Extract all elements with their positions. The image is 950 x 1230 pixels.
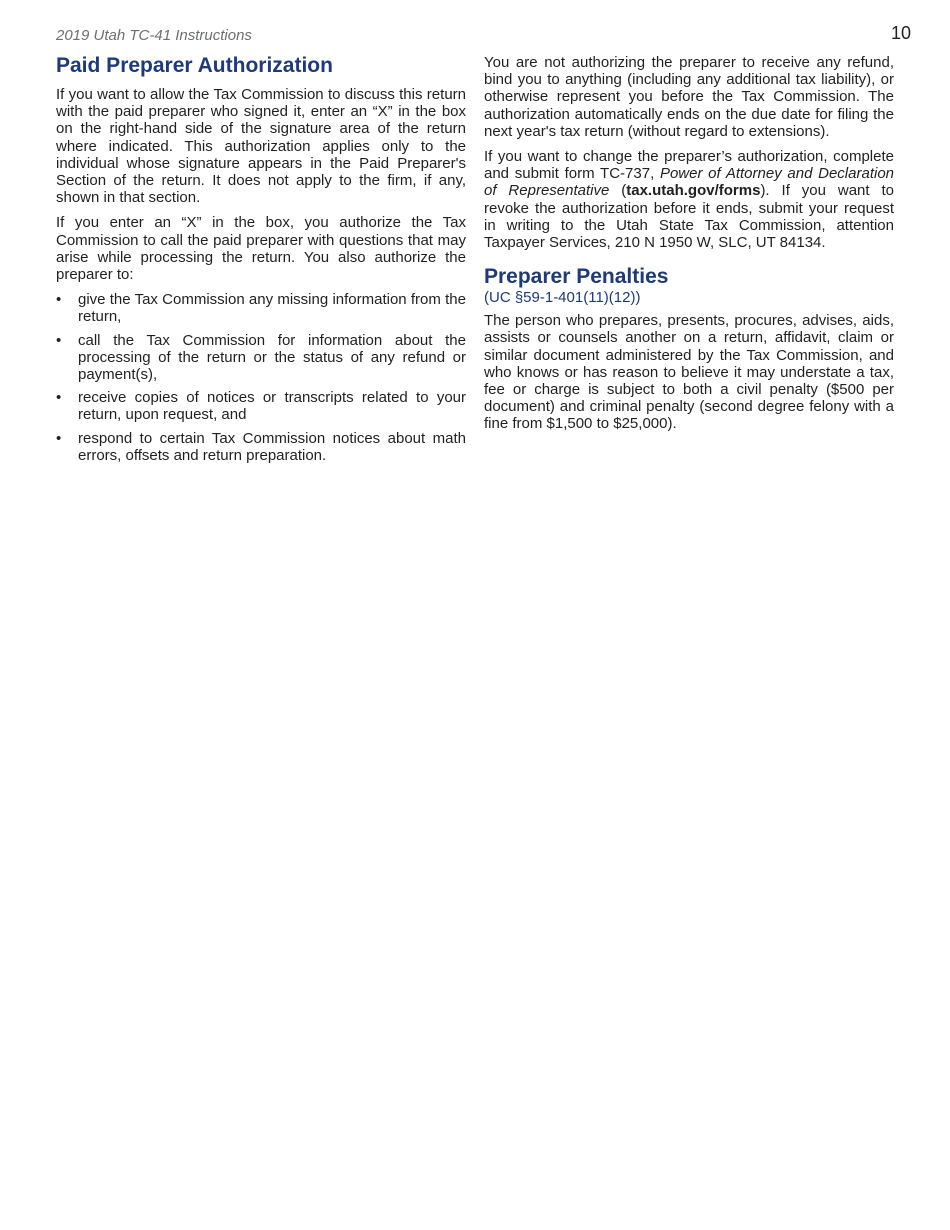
forms-url-link[interactable]: tax.utah.gov/forms xyxy=(626,182,761,200)
right-column xyxy=(484,54,894,441)
bullet-icon: • xyxy=(56,389,62,407)
paragraph-authorization-intro: If you want to allow the Tax Commission to discuss this return with the paid preparer who signed it, enter an “X” in the box on the right-hand side of the signature area of the return where indicated. This authorization applies only to the individual whose signature appears in the Paid Preparer's Section of the return. It does not apply to the firm, if any, shown in that section. xyxy=(56,86,466,207)
paragraph-change-authorization xyxy=(484,148,894,251)
paragraph-authorization-limits: You are not authorizing the preparer to receive any refund, bind you to anything (including any additional tax liability), or otherwise represent you before the Tax Commission. The authorization automatically ends on the due date for filing the next year's tax return (without regard to extensions). xyxy=(484,54,894,140)
list-item xyxy=(56,291,466,325)
section-heading-paid-preparer-authorization: Paid Preparer Authorization xyxy=(56,54,333,77)
list-item-text: give the Tax Commission any missing information from the return, xyxy=(78,291,466,326)
list-item-text: receive copies of notices or transcripts related to your return, upon request, and xyxy=(78,389,466,424)
change-authorization-text-b: ( xyxy=(609,182,627,200)
bullet-icon: • xyxy=(56,331,62,349)
list-item xyxy=(56,332,466,384)
section-heading-preparer-penalties: Preparer Penalties xyxy=(484,265,669,289)
document-header-title: 2019 Utah TC-41 Instructions xyxy=(56,27,252,44)
paragraph-preparer-penalties: The person who prepares, presents, procures, advises, aids, assists or counsels another on a return, affidavit, claim or similar document administered by the Tax Commission, and who knows or has reason to believe it may understate a tax, fee or charge is subject to both a civil penalty ($500 per document) and criminal penalty (second degree felony with a fine from $1,500 to $25,000). xyxy=(484,312,894,433)
authorization-bullet-list xyxy=(56,291,466,464)
list-item xyxy=(56,389,466,423)
bullet-icon: • xyxy=(56,291,62,309)
penalties-citation: (UC §59-1-401(11)(12)) xyxy=(484,289,641,307)
form-title-power-of-attorney: Power of Attorney and Declaration of Representative xyxy=(484,165,895,200)
left-column xyxy=(56,54,466,470)
change-authorization-text-a: If you want to change the preparer’s authorization, complete and submit form TC-737, xyxy=(484,148,894,183)
change-authorization-text-c: ). If you want to revoke the authorization before it ends, submit your request in writing to the Utah State Tax Commission, attention Taxpayer Services, 210 N 1950 W, SLC, UT 84134. xyxy=(484,182,894,252)
list-item-text: respond to certain Tax Commission notices about math errors, offsets and return preparation. xyxy=(78,429,466,464)
list-item xyxy=(56,430,466,464)
paragraph-authorization-scope: If you enter an “X” in the box, you authorize the Tax Commission to call the paid preparer with questions that may arise while processing the return. You also authorize the preparer to: xyxy=(56,214,466,284)
page-number: 10 xyxy=(890,23,911,43)
bullet-icon: • xyxy=(56,429,62,447)
list-item-text: call the Tax Commission for information about the processing of the return or the status of any refund or payment(s), xyxy=(78,331,466,384)
